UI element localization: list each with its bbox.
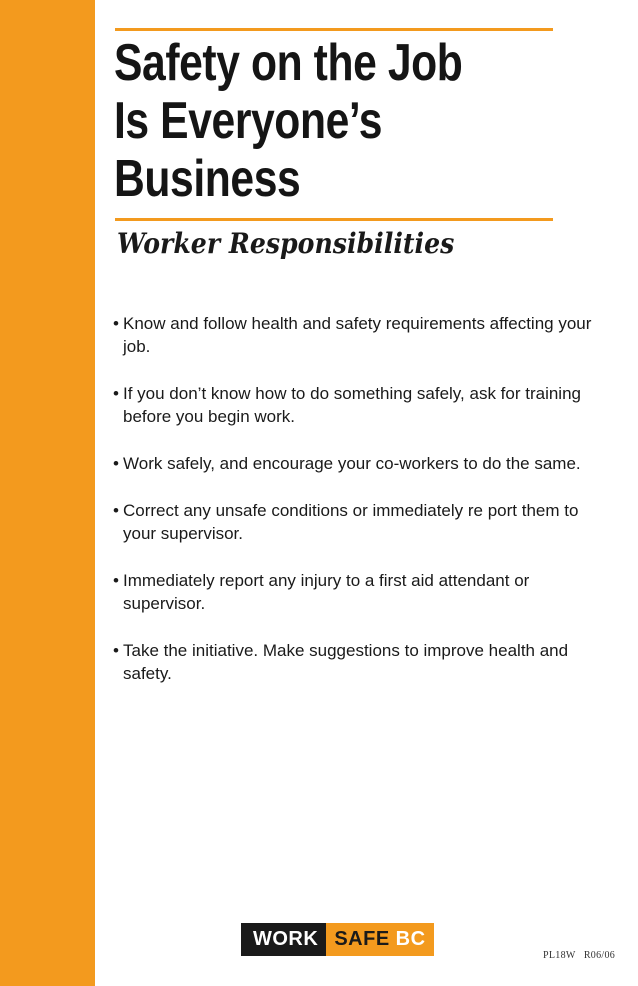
form-code: PL18W R06/06 — [543, 950, 616, 961]
list-item-text: Work safely, and encourage your co-workers to do the same. — [123, 454, 581, 473]
top-divider-rule — [115, 28, 553, 31]
page-title — [114, 34, 524, 208]
logo-safe-text: SAFE — [326, 923, 393, 956]
logo-work-text: WORK — [241, 923, 326, 956]
orange-side-stripe — [0, 0, 95, 986]
list-item-text: If you don’t know how to do something safely, ask for training before you begin work. — [123, 384, 581, 426]
list-item-text: Know and follow health and safety requirements affecting your job. — [123, 314, 592, 356]
bullet-icon: • — [113, 454, 119, 473]
list-item — [113, 569, 603, 615]
list-item-text: Correct any unsafe conditions or immediately re port them to your supervisor. — [123, 501, 579, 543]
bullet-icon: • — [113, 314, 119, 333]
list-item — [113, 452, 603, 475]
responsibilities-list — [113, 312, 603, 709]
title-line-2: Is Everyone’s — [114, 92, 383, 150]
section-subtitle: Worker Responsibilities — [117, 227, 455, 260]
title-line-3: Business — [114, 150, 301, 208]
bullet-icon: • — [113, 501, 119, 520]
bullet-icon: • — [113, 571, 119, 590]
list-item — [113, 639, 603, 685]
title-line-1: Safety on the Job — [114, 34, 463, 92]
bottom-divider-rule — [115, 218, 553, 221]
list-item — [113, 312, 603, 358]
worksafebc-logo — [241, 923, 434, 956]
list-item-text: Immediately report any injury to a first aid attendant or supervisor. — [123, 571, 530, 613]
list-item — [113, 499, 603, 545]
bullet-icon: • — [113, 641, 119, 660]
list-item-text: Take the initiative. Make suggestions to improve health and safety. — [123, 641, 569, 683]
bullet-icon: • — [113, 384, 119, 403]
logo-bc-text: BC — [394, 923, 434, 956]
list-item — [113, 382, 603, 428]
